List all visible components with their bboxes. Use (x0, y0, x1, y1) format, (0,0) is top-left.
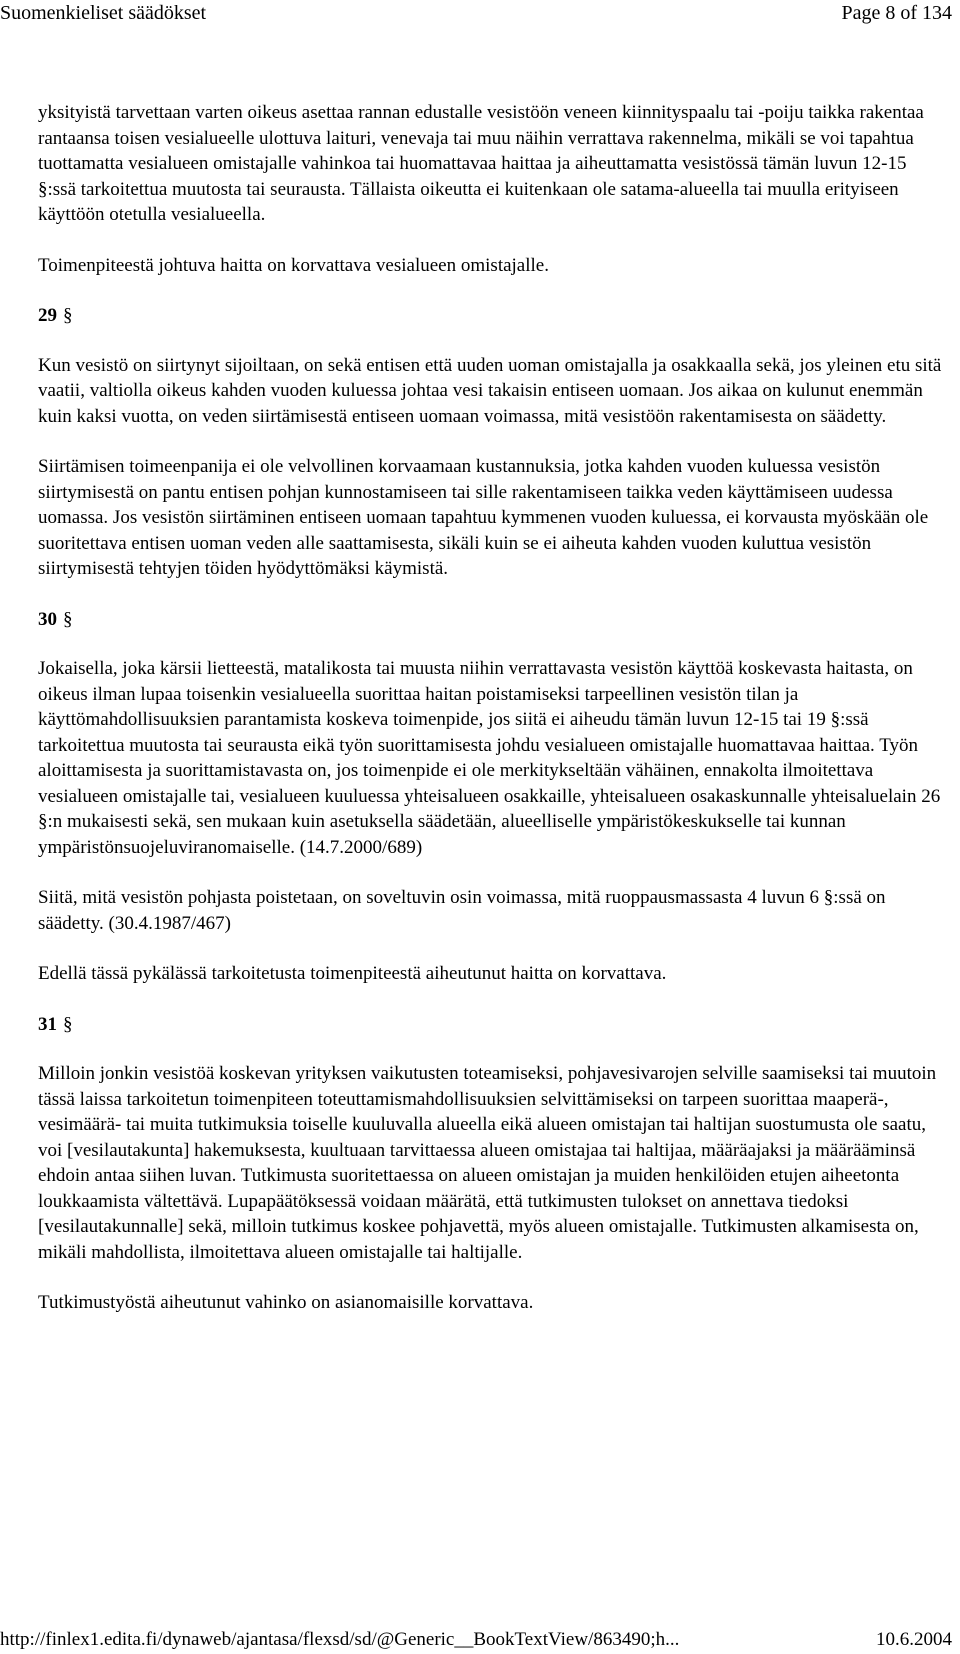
paragraph: yksityistä tarvettaan varten oikeus asettaa rannan edustalle vesistöön veneen kiinnityspaalu tai -poiju taikka rakentaa rantaansa toisen vesialueelle ulottuva laituri, venevaja tai muu näihin verrattava rakennelma, mikäli se voi tapahtua tuottamatta vesialueen omistajalle vahinkoa tai huomattavaa haittaa ja aiheuttamatta vesistössä tämän luvun 12-15 §:ssä tarkoitettua muutosta tai seurausta. Tällaista oikeutta ei kuitenkaan ole satama-alueella tai muulla erityiseen käyttöön otetulla vesialueella. (38, 102, 924, 225)
paragraph: Milloin jonkin vesistöä koskevan yrityksen vaikutusten toteamiseksi, pohjavesivarojen selville saamiseksi tai muutoin tässä laissa tarkoitetun toimenpiteen toteuttamismahdollisuuksien selvittämiseksi on tarpeen suorittaa maaperä-, vesimäärä- tai muita tutkimuksia toiselle kuuluvalla alueella eikä alueen omistajan tai haltijan suostumusta ole saatu, voi [vesilautakunta] hakemuksesta, kuultuaan tarvittaessa alueen omistajaa tai haltijaa, määräajaksi ja määrääminsä ehdoin antaa siihen luvan. Tutkimusta suoritettaessa on alueen omistajan ja muiden henkilöiden etujen aiheetonta loukkaamista vältettävä. Lupapäätöksessä voidaan määrätä, että tutkimusten tulokset on annettava tiedoksi [vesilautakunnalle] sekä, milloin tutkimus koskee pohjavettä, myös alueen omistajalle. Tutkimusten alkamisesta on, mikäli mahdollista, ilmoitettava alueen omistajalle tai haltijalle. (38, 1063, 937, 1263)
page-number: Page 8 of 134 (841, 2, 952, 24)
paragraph: Kun vesistö on siirtynyt sijoiltaan, on sekä entisen että uuden uoman omistajalla ja osakkaalla sekä, jos yleinen etu sitä vaatii, valtiolla oikeus kahden vuoden kuluessa johtaa vesi takaisin entiseen uomaan. Jos aikaa on kulunut enemmän kuin kaksi vuotta, on veden siirtämisestä entiseen uomaan voimassa, mitä vesistöön rakentamisesta on säädetty. (38, 354, 942, 427)
section-heading-30 (38, 607, 948, 633)
document-title: Suomenkieliset säädökset (0, 2, 207, 24)
paragraph: Toimenpiteestä johtuva haitta on korvattava vesialueen omistajalle. (38, 254, 549, 276)
section-symbol: § (63, 305, 73, 326)
page-header (0, 0, 960, 28)
section-symbol: § (63, 1013, 73, 1035)
section-heading-29 (38, 303, 948, 329)
paragraph: Tutkimustyöstä aiheutunut vahinko on asianomaisille korvattava. (38, 1292, 534, 1313)
section-symbol: § (63, 608, 73, 630)
section-number: 29 (38, 305, 57, 326)
page-footer (0, 1628, 960, 1654)
paragraph: Siirtämisen toimeenpanija ei ole velvollinen korvaamaan kustannuksia, jotka kahden vuoden kuluessa vesistön siirtymisestä on pantu entisen pohjan kunnostamiseen tai sille rakentamiseen taikka veden käyttämiseen uudessa uomassa. Jos vesistön siirtäminen entiseen uomaan tapahtuu kymmenen vuoden kuluessa, ei korvausta myöskään ole suoritettava entisen uoman veden alle saattamisesta, sikäli kuin se ei aiheuta kahden vuoden kuluttua vesistön siirtymisestä tehtyjen töiden hyödyttömäksi käymistä. (38, 456, 929, 579)
section-number: 31 (38, 1013, 57, 1035)
document-body (38, 100, 948, 1341)
source-url: http://finlex1.edita.fi/dynaweb/ajantasa/flexsd/sd/@Generic__BookTextView/863490;h... (0, 1629, 680, 1650)
section-heading-31 (38, 1012, 948, 1038)
section-number: 30 (38, 608, 57, 630)
paragraph: Siitä, mitä vesistön pohjasta poistetaan, on soveltuvin osin voimassa, mitä ruoppausmassasta 4 luvun 6 §:ssä on säädetty. (30.4.1987/467) (38, 887, 886, 934)
paragraph: Jokaisella, joka kärsii lietteestä, matalikosta tai muusta niihin verrattavasta vesistön käyttöä koskevasta haitasta, on oikeus ilman lupaa toisenkin vesialueella suorittaa haitan poistamiseksi tarpeellinen vesistön tilan ja käyttömahdollisuuksien parantamista koskeva toimenpide, jos siitä ei aiheudu tämän luvun 12-15 tai 19 §:ssä tarkoitettua muutosta tai seurausta eikä työn suorittamisesta johdu vesialueen omistajalle huomattavaa haittaa. Työn aloittamisesta ja suorittamistavasta on, jos toimenpide ei ole merkitykseltään vähäinen, ennakolta ilmoitettava vesialueen omistajalle tai, vesialueen kuuluessa yhteisalueen osakkaille, yhteisalueen osakaskunnalle yhteisaluelain 26 §:n mukaisesti sekä, sen mukaan kuin asetuksella säädetään, alueelliselle ympäristökeskukselle tai kunnan ympäristönsuojeluviranomaiselle. (14.7.2000/689) (38, 658, 941, 858)
print-date: 10.6.2004 (876, 1629, 952, 1650)
paragraph: Edellä tässä pykälässä tarkoitetusta toimenpiteestä aiheutunut haitta on korvattava. (38, 963, 667, 984)
